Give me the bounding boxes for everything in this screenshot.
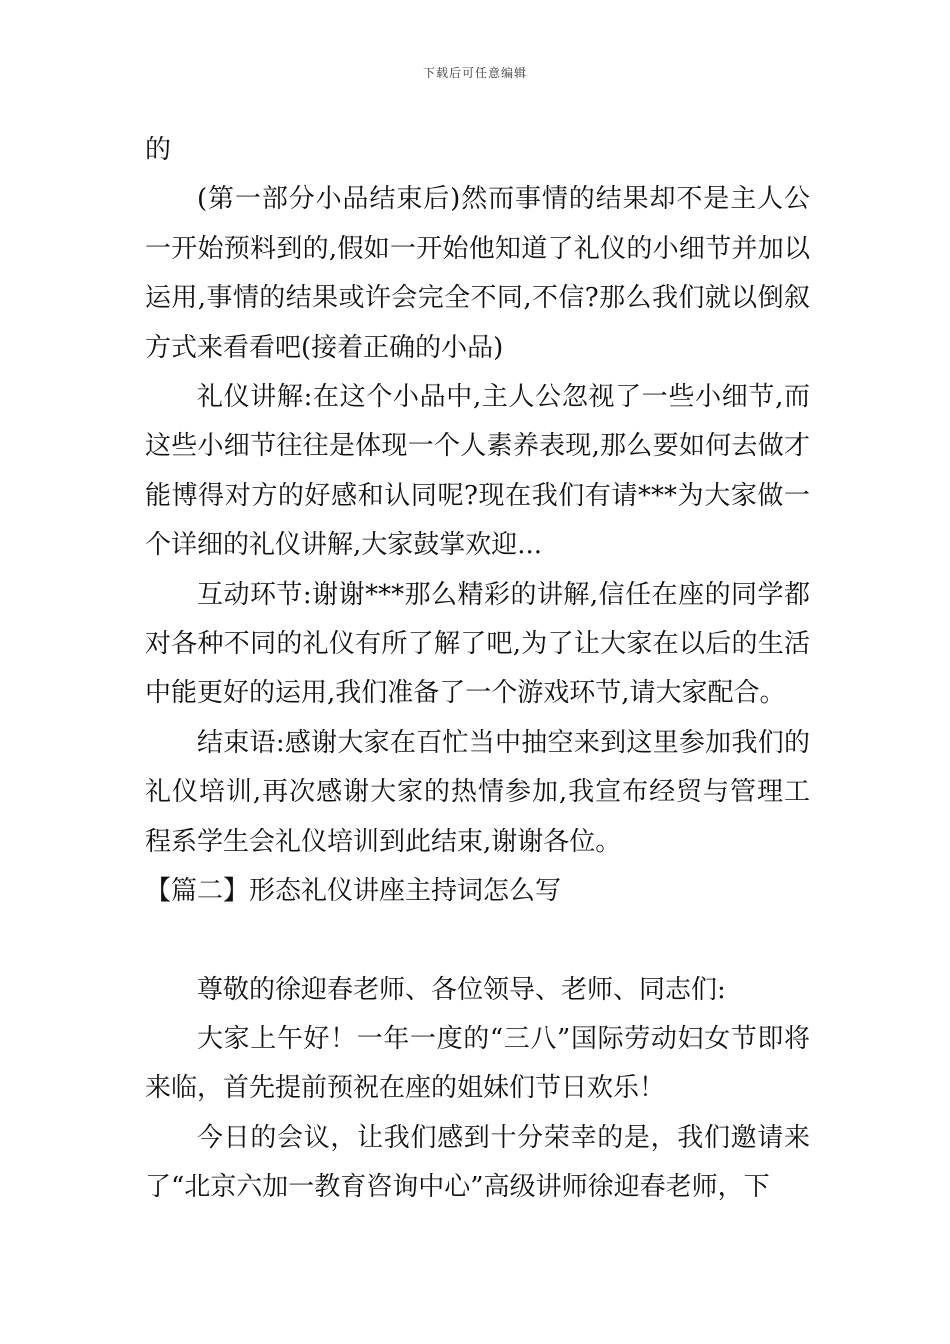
paragraph-continuation: 的 — [145, 135, 172, 165]
paragraph-closing-remarks: 结束语:感谢大家在百忙当中抽空来到这里参加我们的礼仪培训,再次感谢大家的热情参加,我宣布经贸与管理工程系学生会礼仪培训到此结束,谢谢各位。 — [145, 727, 810, 857]
document-body — [145, 126, 810, 1213]
paragraph-introduction: 今日的会议，让我们感到十分荣幸的是，我们邀请来了“北京六加一教育咨询中心”高级讲师徐迎春老师，下 — [145, 1122, 810, 1203]
paragraph-sketch-transition: (第一部分小品结束后)然而事情的结果却不是主人公一开始预料到的,假如一开始他知道了礼仪的小细节并加以运用,事情的结果或许会完全不同,不信?那么我们就以倒叙方式来看看吧(接着正确的小品) — [145, 184, 810, 363]
paragraph-greeting: 大家上午好！一年一度的“三八”国际劳动妇女节即将来临，首先提前预祝在座的姐妹们节日欢乐！ — [145, 1023, 810, 1104]
paragraph-etiquette-explanation: 礼仪讲解:在这个小品中,主人公忽视了一些小细节,而这些小细节往往是体现一个人素养表现,那么要如何去做才能博得对方的好感和认同呢?现在我们有请***为大家做一个详细的礼仪讲解,大家鼓掌欢迎... — [145, 382, 810, 561]
page-header-note: 下载后可任意编辑 — [422, 66, 527, 80]
paragraph-salutation: 尊敬的徐迎春老师、各位领导、老师、同志们: — [197, 974, 726, 1005]
section-heading: 【篇二】形态礼仪讲座主持词怎么写 — [145, 876, 562, 907]
paragraph-interactive-session: 互动环节:谢谢***那么精彩的讲解,信任在座的同学都对各种不同的礼仪有所了解了吧,为了让大家在以后的生活中能更好的运用,我们准备了一个游戏环节,请大家配合。 — [145, 579, 810, 709]
blank-line — [145, 917, 810, 966]
